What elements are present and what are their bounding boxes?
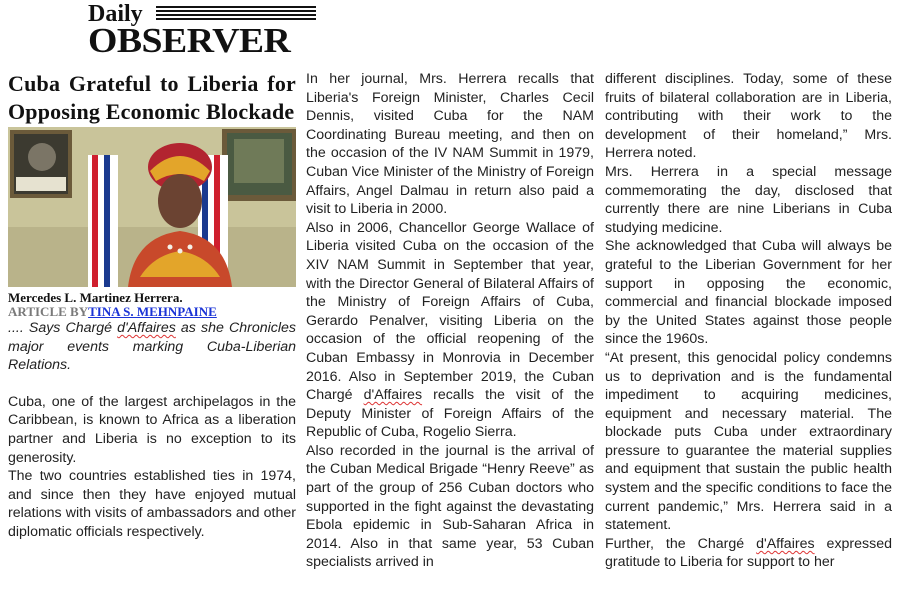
paragraph: Further, the Chargé d'Affaires expressed gratitude to Liberia for support to her (605, 535, 893, 571)
byline-prefix: ARTICLE BY (8, 304, 89, 319)
byline (8, 305, 296, 319)
article-intro: .... Says Chargé d'Affaires as she Chronicles major events marking Cuba-Liberian Relations. (8, 320, 296, 374)
paragraph: “At present, this genocidal policy condemns us to deprivation and is the fundamental impediment to acquiring medicines, equipment and necessary material. The blockade puts Cuba under extraordinary pressure to guarantee the material supplies and equipment that sustain the public health system and the specific conditions to face the current pandemic,” Mrs. Herrera said in a statement. (605, 349, 892, 534)
paragraph: In her journal, Mrs. Herrera recalls that Liberia's Foreign Minister, Charles Cecil Dennis, visited Cuba for the NAM Coordinating Bureau meeting, and then on the occasion of the IV NAM Summit in 1979, Cuban Vice Minister of the Ministry of Foreign Affairs, Angel Dalmau in return also paid a visit to Liberia in 2000. (306, 71, 594, 218)
paragraph: The two countries established ties in 1974, and since then they have enjoyed mutual relations with visits of ambassadors and other diplomatic officials respectively. (8, 468, 296, 540)
photo-caption: Mercedes L. Martinez Herrera. (8, 290, 183, 305)
paragraph: Cuba, one of the largest archipelagos in the Caribbean, is known to Africa as a liberation partner and Liberia is no exception to its generosity. (8, 393, 296, 466)
portrait-image (8, 127, 296, 287)
article-headline: Cuba Grateful to Liberia for Opposing Economic Blockade (8, 71, 296, 124)
article-column-1 (8, 70, 296, 542)
author-link[interactable]: TINA S. MEHNPAINE (88, 304, 217, 319)
spellcheck-term: d'Affaires (363, 387, 423, 404)
paragraph: Also in 2006, Chancellor George Wallace of Liberia visited Cuba on the occasion of the XIV NAM Summit in September that year, with the Director General of Bilateral Affairs of the Ministry of Foreign Affairs of Cuba, Gerardo Penalver, visiting Liberia on the occasion of the official reopening of the Cuban Embassy in Monrovia in December 2016. Also in September 2019, the Cuban Chargé d'Affaires recalls the visit of the Deputy Minister of Foreign Affairs of the Republic of Cuba, Rogelio Sierra. (306, 219, 594, 441)
paragraph: different disciplines. Today, some of these fruits of bilateral collaboration are in Liberia, contributing with their work to the development of their homeland,” Mrs. Herrera noted. (605, 71, 892, 162)
spellcheck-term: d'Affaires (117, 320, 176, 336)
article-column-2 (306, 70, 594, 572)
masthead-daily: Daily (88, 1, 143, 27)
paragraph: Also recorded in the journal is the arrival of the Cuban Medical Brigade “Henry Reeve” as part of the group of 256 Cuban doctors who supported in the fight against the devastating Ebola epidemic in Sub-Saharan Africa in 2014. Also in that same year, 53 Cuban specialists arrived in (306, 442, 594, 571)
masthead-observer: OBSERVER (88, 21, 291, 60)
masthead-logo (88, 2, 316, 58)
paragraph: She acknowledged that Cuba will always be grateful to the Liberian Government for her support in opposing the economic, commercial and financial blockade imposed by the United States against those people since the 1960s. (605, 238, 892, 348)
spellcheck-term: d'Affaires (756, 535, 815, 552)
paragraph: Mrs. Herrera in a special message commemorating the day, disclosed that currently there are nine Liberians in Cuba studying medicine. (605, 163, 892, 236)
article-column-3 (605, 70, 892, 572)
article-photo (8, 127, 296, 287)
